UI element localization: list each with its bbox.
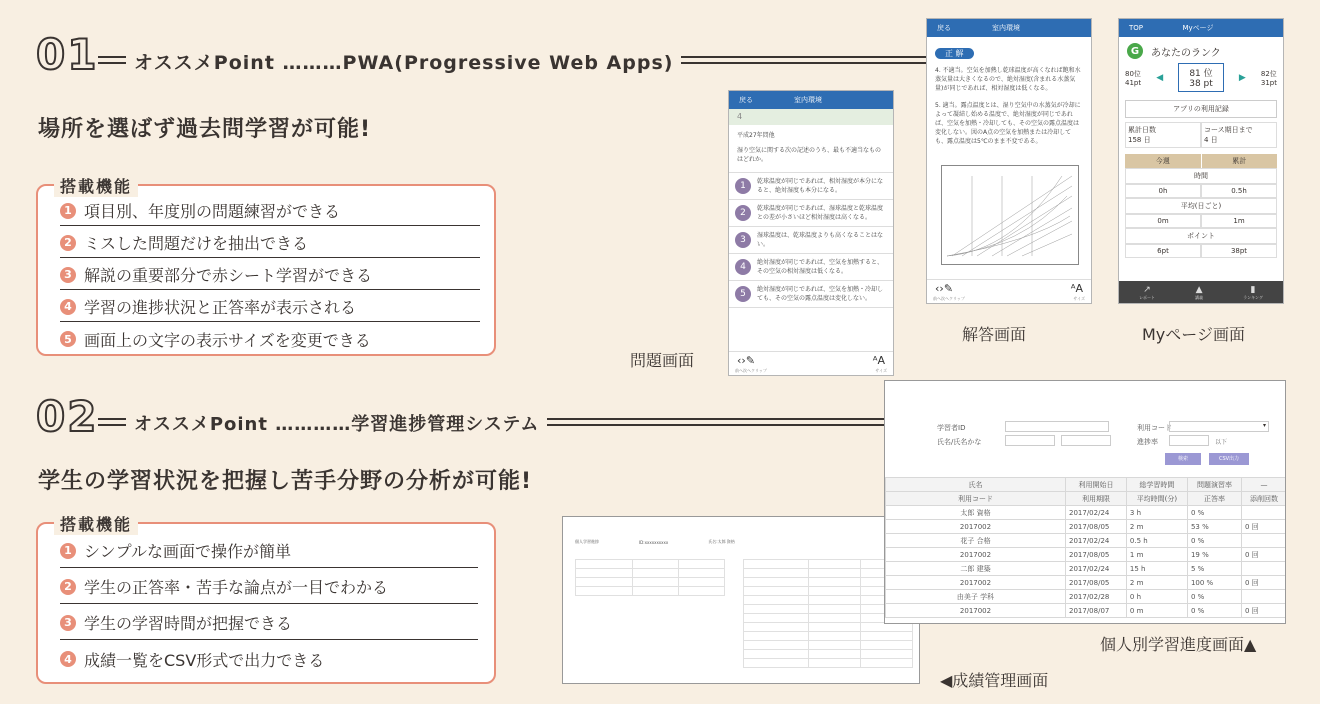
headline: 場所を選ばず過去問学習が可能!: [38, 117, 372, 142]
name-input[interactable]: [1005, 435, 1055, 446]
next-icon[interactable]: ›: [741, 353, 746, 367]
feature-item: 1 項目別、年度別の問題練習ができる: [60, 196, 480, 226]
stats-row: 累計日数 158 日 コース期日まで 4 日: [1119, 122, 1283, 148]
right-arrow-icon[interactable]: ▶: [1238, 72, 1246, 83]
feature-item: 3 学生の学習時間が把握できる: [60, 606, 478, 640]
back-button[interactable]: 戻る: [937, 24, 951, 32]
feature-box: [36, 184, 496, 356]
grades-screen: 個人学習進捗 ID:xxxxxxxxxx 氏名:太郎 資格: [562, 516, 920, 684]
feature-item: 4 成績一覧をCSV形式で出力できる: [60, 642, 478, 676]
option-4[interactable]: 4 絶対湿度が同じであれば、空気を加熱すると、その空気の相対湿度は低くなる。: [729, 254, 893, 281]
mypage-tabbar: [1119, 281, 1283, 303]
caption-answer: 解答画面: [962, 325, 1027, 344]
caption-personal: 個人別学習進度画面▲: [1100, 635, 1257, 654]
progress-rate-input[interactable]: [1169, 435, 1209, 446]
question-text: 湿り空気に関する次の記述のうち、最も不適当なものはどれか。: [729, 142, 893, 173]
feature-item: 3 解説の重要部分で赤シート学習ができる: [60, 260, 480, 290]
back-button[interactable]: 戻る: [739, 96, 753, 104]
feature-label: 搭載機能: [54, 512, 138, 535]
clip-icon[interactable]: ✎: [745, 353, 756, 367]
csv-button[interactable]: CSV出力: [1209, 453, 1249, 465]
text-size-icon[interactable]: ᴬA: [872, 353, 885, 367]
point-number-02: 02: [36, 392, 99, 441]
name-kana-input[interactable]: [1061, 435, 1111, 446]
option-1[interactable]: 1 乾球温度が同じであれば、相対湿度が本分になると、絶対湿度も本分になる。: [729, 173, 893, 200]
progress-table: 氏名 利用開始日 総学習時間 問題演習率 — 利用コード 利用期限 平均時間(分) 正答率 添削回数 太郎 資格 2017/02/24 3 h 0 % 2017002 2017/08/05 2 m 53 % 0 回 花子 合格 2017/02/24 0.5 h 0 % 2017002 2017/08/05 1 m 19 % 0 回 二郎 建築 2017/02/24 15 h 5 % 2017002 2017/08/05 2 m 100 % 0 回 由美子 学科 2017/02/28 0 h 0 % 2017002 2017/08/07 0 m 0 % 0 回: [885, 477, 1286, 618]
table-row[interactable]: 2017002 2017/08/05 2 m 53 % 0 回: [886, 520, 1287, 534]
question-screen: 戻る 室内環境 4 平成27年問他 湿り空気に関する次の記述のうち、最も不適当なものはどれか。 1 乾球温度が同じであれば、相対湿度が本分になると、絶対湿度も本分になる。 2 乾球温度が同じであれば、湿球温度と乾球温度との差が小さいほど相対湿度は高くなる。 3 湿球温度は、乾球温度よりも高くなることはない。 4 絶対湿度が同じであれば、空気を加熱すると、その空気の相対湿度は低くなる。 5 絶対湿度が同じであれば、空気を加熱・冷却しても、その空気の露点温度は変化しない。 ‹ › ✎ ᴬA 前へ 次へ クリップ サイズ: [728, 90, 894, 376]
table-row[interactable]: 2017002 2017/08/05 2 m 100 % 0 回: [886, 576, 1287, 590]
table-row[interactable]: 二郎 建築 2017/02/24 15 h 5 %: [886, 562, 1287, 576]
table-row[interactable]: 2017002 2017/08/05 1 m 19 % 0 回: [886, 548, 1287, 562]
table-row[interactable]: 由美子 学科 2017/02/28 0 h 0 %: [886, 590, 1287, 604]
explanation-4: 4. 不適当。空気を加熱し乾球温度が高くなれば飽和水蒸気量は大きくなるので、絶対湿度(含まれる水蒸気量)が同じであれば、相対湿度は低くなる。: [935, 67, 1081, 92]
search-button[interactable]: 検索: [1165, 453, 1201, 465]
caption-question: 問題画面: [630, 351, 695, 370]
caption-grades: ◀成績管理画面: [940, 671, 1049, 690]
option-5[interactable]: 5 絶対湿度が同じであれば、空気を加熱・冷却しても、その空気の露点温度は変化しない。: [729, 281, 893, 308]
feature-label: 搭載機能: [54, 174, 138, 197]
feature-box: [36, 522, 496, 684]
ranking-icon: ▮: [1250, 285, 1256, 295]
rank-icon: G: [1127, 43, 1143, 59]
tab-total[interactable]: 累計: [1201, 154, 1278, 168]
feature-item: 2 学生の正答率・苦手な論点が一目でわかる: [60, 570, 478, 604]
ranking-tab[interactable]: ▮ ランキング: [1243, 285, 1263, 300]
tab-week[interactable]: 今週: [1125, 154, 1201, 168]
summary-table: [575, 559, 725, 596]
bottom-nav: ‹ › ✎ ᴬA 前へ 次へ クリップ サイズ: [729, 351, 893, 375]
lecture-tab[interactable]: ▲ 講義: [1195, 285, 1204, 300]
table-row[interactable]: 太郎 資格 2017/02/24 3 h 0 %: [886, 506, 1287, 520]
stats-table: 時間 0h 0.5h 平均(日ごと) 0m 1m ポイント 6pt 38pt: [1125, 168, 1277, 258]
prev-icon[interactable]: ‹: [935, 281, 940, 295]
period-tabs: [1125, 154, 1277, 168]
usage-code-select[interactable]: ▾: [1169, 421, 1269, 432]
next-icon[interactable]: ›: [939, 281, 944, 295]
table-row[interactable]: 2017002 2017/08/07 0 m 0 % 0 回: [886, 604, 1287, 618]
correct-badge: 正 解: [935, 48, 974, 59]
bottom-nav: ‹ › ✎ ᴬA 前へ 次へ クリップ サイズ: [927, 279, 1091, 303]
caption-mypage: Myページ画面: [1142, 325, 1245, 344]
table-row[interactable]: 花子 合格 2017/02/24 0.5 h 0 %: [886, 534, 1287, 548]
feature-item: 1 シンプルな画面で操作が簡単: [60, 534, 478, 568]
report-icon: ↗: [1143, 285, 1151, 295]
point-title: オススメPoint …………学習進捗管理システム: [126, 410, 547, 436]
progress-screen: 学習者ID 氏名/氏名かな 利用コード ▾ 進捗率 以下 検索 CSV出力 氏名 利用開始日 総学習時間 問題演習率 — 利用コード 利用期限 平均時間(分) 正答率 添削回数 太郎 資格 2017/02/24 3 h 0 % 2017002 2017/08/05 2 m 53 % 0 回 花子 合格 2017/02/24 0.5 h 0 % 2017002 2017/08/05 1 m 19 % 0 回 二郎 建築 2017/02/24 15 h 5 % 2017002 2017/08/05 2 m 100 % 0 回 由美子 学科 2017/02/28 0 h 0 % 2017002 2017/08/07 0 m 0 % 0 回: [884, 380, 1286, 624]
top-link[interactable]: TOP: [1129, 24, 1144, 32]
feature-item: 2 ミスした問題だけを抽出できる: [60, 228, 480, 258]
feature-item: 4 学習の進捗状況と正答率が表示される: [60, 292, 480, 322]
clip-icon[interactable]: ✎: [943, 281, 954, 295]
question-number: 4: [729, 109, 893, 125]
point-title: オススメPoint ………PWA(Progressive Web Apps): [126, 48, 681, 75]
report-tab[interactable]: ↗ レポート: [1139, 285, 1156, 300]
learner-id-input[interactable]: [1005, 421, 1109, 432]
psychrometric-chart: [941, 165, 1079, 265]
feature-item: 5 画面上の文字の表示サイズを変更できる: [60, 324, 480, 354]
answer-screen: 戻る 室内環境 正 解 4. 不適当。空気を加熱し乾球温度が高くなれば飽和水蒸気量は大きくなるので、絶対湿度(含まれる水蒸気量)が同じであれば、相対湿度は低くなる。 5. 適当。露点温度とは、湿り空気中の水蒸気が冷却によって凝結し始める温度で、絶対湿度が同じであれば、空気を加熱・冷却しても、その空気の露点温度は変化しない。図のA点の空気を加熱または冷却しても、露点温度は5℃のまま不変である。 ‹ › ✎ ᴬA 前へ 次へ クリップ サイズ: [926, 18, 1092, 304]
option-2[interactable]: 2 乾球温度が同じであれば、湿球温度と乾球温度との差が小さいほど相対湿度は高くなる。: [729, 200, 893, 227]
option-3[interactable]: 3 湿球温度は、乾球温度よりも高くなることはない。: [729, 227, 893, 254]
text-size-icon[interactable]: ᴬA: [1070, 281, 1083, 295]
rank-row: 80位 41pt ◀ 81 位 38 pt ▶ 82位 31pt: [1119, 61, 1283, 94]
prev-icon[interactable]: ‹: [737, 353, 742, 367]
cap-icon: ▲: [1195, 285, 1203, 295]
explanation-5: 5. 適当。露点温度とは、湿り空気中の水蒸気が冷却によって凝結し始める温度で、絶対湿度が同じであれば、空気を加熱・冷却しても、その空気の露点温度は変化しない。図のA点の空気を加熱または冷却しても、露点温度は5℃のまま不変である。: [935, 102, 1081, 145]
point-number-01: 01: [36, 30, 99, 79]
left-arrow-icon[interactable]: ◀: [1156, 72, 1164, 83]
mypage-screen: TOP Myページ G あなたのランク 80位 41pt ◀ 81 位 38 pt ▶ 82位 31pt アプリの利用記録 累計日数 158 日 コース期日まで 4 日 今週 累計 時間 0h 0.5h 平均(日ごと) 0m 1m ポイント 6pt 38pt ↗ レポート ▲ 講義 ▮ ランキング: [1118, 18, 1284, 304]
usage-header: アプリの利用記録: [1125, 100, 1277, 118]
headline: 学生の学習状況を把握し苦手分野の分析が可能!: [38, 469, 533, 494]
